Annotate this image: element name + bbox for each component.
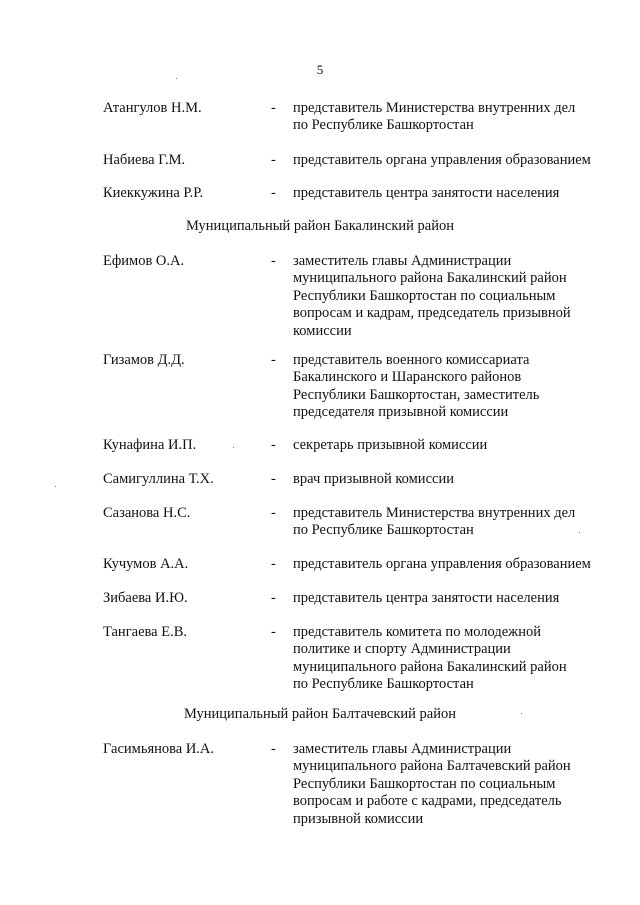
member-role <box>293 100 623 135</box>
section-title: Муниципальный район Бакалинский район <box>186 218 454 234</box>
role-line: представитель Министерства внутренних дел <box>293 100 576 116</box>
role-line: заместитель главы Администрации <box>293 253 512 269</box>
member-role <box>293 505 623 540</box>
role-line: комиссии <box>293 322 352 339</box>
role-line: представитель центра занятости населения <box>293 590 560 606</box>
member-role <box>293 624 623 694</box>
member-role <box>293 590 623 607</box>
dash-separator: - <box>271 590 276 606</box>
role-line: председателя призывной комиссии <box>293 404 509 421</box>
role-line: представитель центра занятости населения <box>293 185 560 201</box>
member-role <box>293 437 623 454</box>
role-line: по Республике Башкортостан <box>293 676 474 693</box>
member-name: Набиева Г.М. <box>103 152 186 168</box>
member-role <box>293 352 623 422</box>
member-name: Киеккужина Р.Р. <box>103 185 204 201</box>
role-line: представитель органа управления образованием <box>293 152 591 168</box>
scan-speck <box>521 713 522 714</box>
member-name: Атангулов Н.М. <box>103 100 202 116</box>
member-role <box>293 471 623 488</box>
role-line: Республики Башкортостан, заместитель <box>293 386 540 403</box>
page-number: 5 <box>316 62 324 77</box>
member-role <box>293 185 623 202</box>
role-line: политике и спорту Администрации <box>293 641 511 658</box>
role-line: Бакалинского и Шаранского районов <box>293 369 522 386</box>
role-line: представитель военного комиссариата <box>293 352 530 368</box>
role-line: призывной комиссии <box>293 810 424 827</box>
member-name: Гизамов Д.Д. <box>103 352 185 368</box>
dash-separator: - <box>271 505 276 521</box>
role-line: по Республике Башкортостан <box>293 522 474 539</box>
role-line: муниципального района Балтачевский район <box>293 758 571 775</box>
scan-speck <box>233 447 234 448</box>
scan-speck <box>55 486 56 487</box>
member-name: Кучумов А.А. <box>103 556 189 572</box>
member-name: Сазанова Н.С. <box>103 505 191 521</box>
member-name: Самигуллина Т.Х. <box>103 471 214 487</box>
member-role <box>293 741 623 828</box>
member-name: Ефимов О.А. <box>103 253 185 269</box>
dash-separator: - <box>271 624 276 640</box>
member-name: Тангаева Е.В. <box>103 624 188 640</box>
dash-separator: - <box>271 152 276 168</box>
role-line: муниципального района Бакалинский район <box>293 270 567 287</box>
scan-speck <box>176 78 177 79</box>
dash-separator: - <box>271 185 276 201</box>
role-line: врач призывной комиссии <box>293 471 454 487</box>
member-name: Кунафина И.П. <box>103 437 197 453</box>
role-line: представитель комитета по молодежной <box>293 624 541 640</box>
section-title: Муниципальный район Балтачевский район <box>183 706 457 722</box>
scan-speck <box>579 532 580 533</box>
role-line: муниципального района Бакалинский район <box>293 658 567 675</box>
member-role <box>293 253 623 340</box>
member-name: Гасимьянова И.А. <box>103 741 215 757</box>
dash-separator: - <box>271 253 276 269</box>
role-line: по Республике Башкортостан <box>293 117 474 134</box>
dash-separator: - <box>271 352 276 368</box>
member-name: Зибаева И.Ю. <box>103 590 188 606</box>
role-line: Республики Башкортостан по социальным <box>293 287 556 304</box>
dash-separator: - <box>271 556 276 572</box>
dash-separator: - <box>271 741 276 757</box>
member-role <box>293 556 623 573</box>
role-line: Республики Башкортостан по социальным <box>293 775 556 792</box>
role-line: вопросам и кадрам, председатель призывной <box>293 305 571 322</box>
dash-separator: - <box>271 471 276 487</box>
role-line: заместитель главы Администрации <box>293 741 512 757</box>
role-line: представитель Министерства внутренних дел <box>293 505 576 521</box>
member-role <box>293 152 623 169</box>
role-line: вопросам и работе с кадрами, председатель <box>293 793 562 810</box>
dash-separator: - <box>271 100 276 116</box>
role-line: представитель органа управления образованием <box>293 556 591 572</box>
dash-separator: - <box>271 437 276 453</box>
role-line: секретарь призывной комиссии <box>293 437 488 453</box>
